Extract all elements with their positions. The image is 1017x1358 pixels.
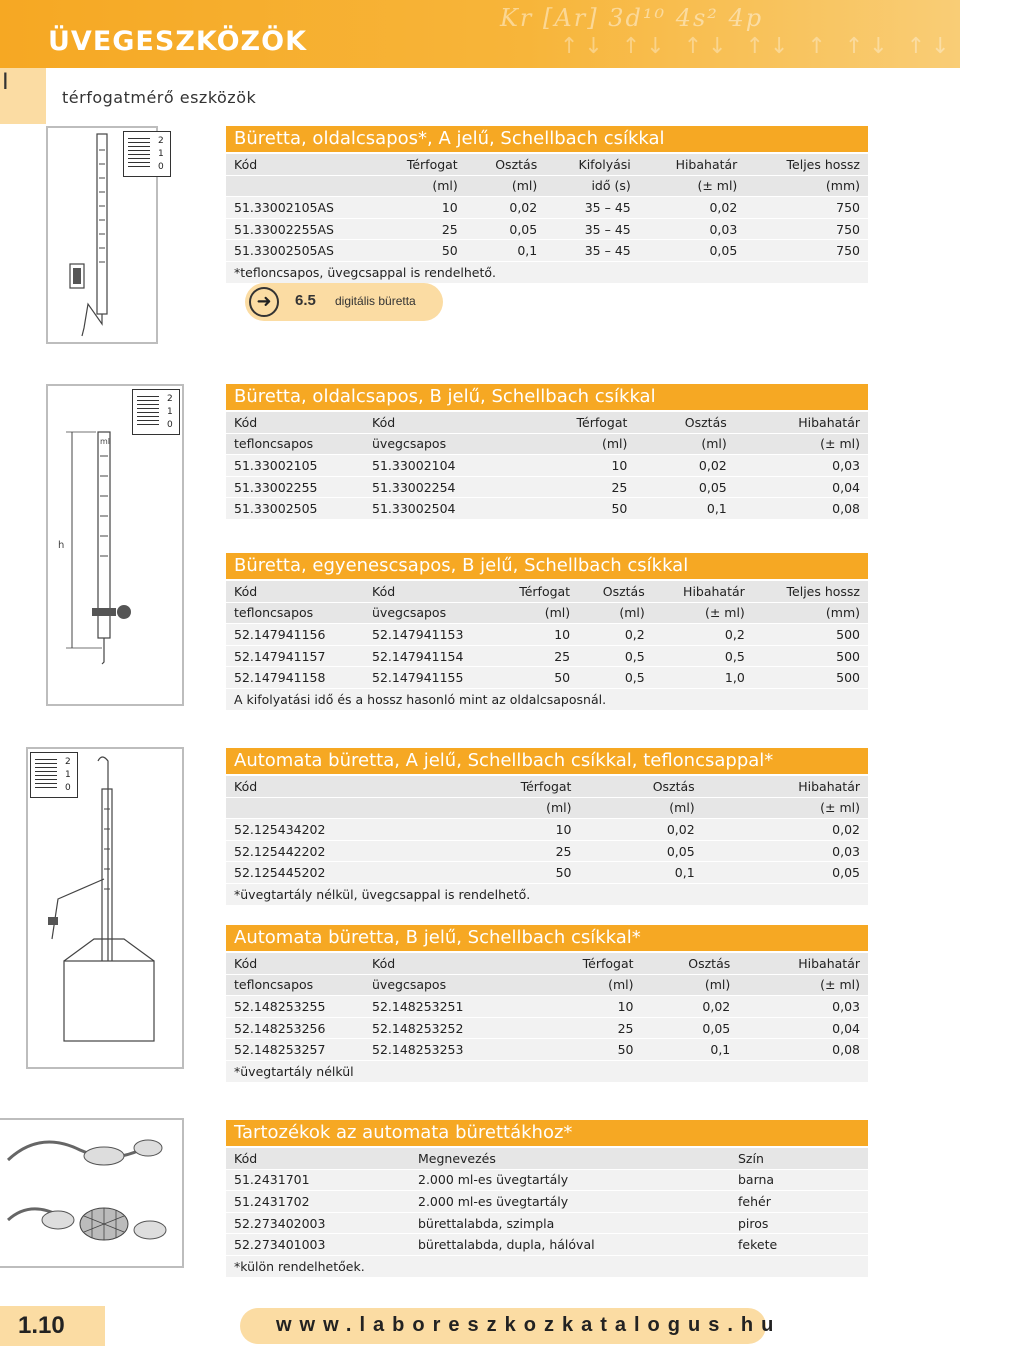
cross-reference-link[interactable] (245, 283, 443, 321)
website-url: www.laboreszkozkatalogus.hu (276, 1314, 782, 1336)
scale-icon-automatic: 2 1 0 (30, 752, 78, 798)
table-accessories (226, 1147, 868, 1277)
header-decoration-orbitals: ↑↓ ↑↓ ↑↓ ↑↓ ↑ ↑↓ ↑↓ ↑↓ (560, 34, 1017, 59)
table-note-row (226, 1255, 868, 1276)
table-row: 51.33002255AS 25 0,05 35 – 45 0,03 750 (226, 218, 868, 240)
table-header-row: tefloncsapos üvegcsapos (ml) (ml) (± ml) (226, 974, 868, 996)
table-row: 51.33002505 51.33002504 50 0,1 0,08 (226, 498, 868, 519)
scale-icon-class-a: 2 1 0 (123, 131, 171, 177)
product-image-burette-bulbs (0, 1118, 184, 1268)
table-header-row: tefloncsapos üvegcsapos (ml) (ml) (± ml) (226, 433, 868, 455)
reference-label: digitális büretta (335, 294, 416, 308)
height-label: h (58, 540, 65, 551)
table-row: 52.148253256 52.148253252 25 0,05 0,04 (226, 1017, 868, 1039)
table-note: *tefloncsapos, üvegcsappal is rendelhető. (226, 261, 868, 282)
header-decoration-formula: Kr [Ar] 3d¹⁰ 4s² 4p (500, 4, 764, 32)
section-title-automatic-a: Automata büretta, A jelű, Schellbach csíkkal, tefloncsappal* (226, 748, 868, 774)
reference-number: 6.5 (295, 292, 316, 309)
table-row: 51.2431702 2.000 ml-es üvegtartály fehér (226, 1191, 868, 1213)
website-link[interactable] (240, 1308, 782, 1344)
table-header-row: Kód Kód Térfogat Osztás Hibahatár (226, 412, 868, 434)
table-header-row: tefloncsapos üvegcsapos (ml) (ml) (± ml) (mm) (226, 602, 868, 624)
table-burette-straight-b (226, 580, 868, 710)
table-header-row: Kód Megnevezés Szín (226, 1148, 868, 1170)
table-header-row: (ml) (ml) idő (s) (± ml) (mm) (226, 175, 868, 197)
page-number: 1.10 (18, 1312, 65, 1339)
table-row: 52.148253255 52.148253251 10 0,02 0,03 (226, 996, 868, 1018)
table-note-row (226, 883, 868, 904)
table-row: 52.125442202 25 0,05 0,03 (226, 840, 868, 862)
page-number-box (0, 1306, 105, 1346)
table-row: 51.33002505AS 50 0,1 35 – 45 0,05 750 (226, 240, 868, 262)
table-header-row: Kód Térfogat Osztás Kifolyási Hibahatár Teljes hossz (226, 154, 868, 176)
section-title-burette-straight-b: Büretta, egyenescsapos, B jelű, Schellbach csíkkal (226, 553, 868, 579)
page-subtitle: térfogatmérő eszközök (62, 88, 257, 107)
table-row: 51.33002105AS 10 0,02 35 – 45 0,02 750 (226, 197, 868, 219)
table-header-row: Kód Térfogat Osztás Hibahatár (226, 776, 868, 798)
table-row: 52.273401003 bürettalabda, dupla, hálóval fekete (226, 1234, 868, 1256)
table-burette-side-b (226, 411, 868, 519)
table-row: 52.273402003 bürettalabda, szimpla piros (226, 1212, 868, 1234)
table-row: 51.33002105 51.33002104 10 0,02 0,03 (226, 455, 868, 477)
section-title-burette-side-a: Büretta, oldalcsapos*, A jelű, Schellbach csíkkal (226, 126, 868, 152)
table-row: 52.125445202 50 0,1 0,05 (226, 862, 868, 884)
table-row: 52.147941156 52.147941153 10 0,2 0,2 500 (226, 624, 868, 646)
table-header-row: Kód Kód Térfogat Osztás Hibahatár Teljes hossz (226, 581, 868, 603)
section-title-burette-side-b: Büretta, oldalcsapos, B jelű, Schellbach csíkkal (226, 384, 868, 410)
section-title-automatic-b: Automata büretta, B jelű, Schellbach csíkkal* (226, 925, 868, 951)
table-note-row (226, 688, 868, 709)
table-header-row: (ml) (ml) (± ml) (226, 797, 868, 819)
table-row: 52.147941158 52.147941155 50 0,5 1,0 500 (226, 667, 868, 689)
table-note: A kifolyatási idő és a hossz hasonló mint az oldalcsaposnál. (226, 688, 868, 709)
table-note: *üvegtartály nélkül, üvegcsappal is rendelhető. (226, 883, 868, 904)
section-title-accessories: Tartozékok az automata bürettákhoz* (226, 1120, 868, 1146)
table-note: *külön rendelhetőek. (226, 1255, 868, 1276)
burette-bulbs-drawing (0, 1120, 180, 1266)
ml-label: ml (100, 437, 111, 446)
table-note-row (226, 1060, 868, 1081)
table-row: 52.148253257 52.148253253 50 0,1 0,08 (226, 1039, 868, 1061)
table-burette-side-a (226, 153, 868, 283)
table-automatic-a (226, 775, 868, 905)
chapter-letter: I (0, 68, 46, 124)
scale-icon-class-b: 2 1 0 (132, 389, 180, 435)
table-header-row: Kód Kód Térfogat Osztás Hibahatár (226, 953, 868, 975)
table-note-row (226, 261, 868, 282)
table-row: 51.2431701 2.000 ml-es üvegtartály barna (226, 1169, 868, 1191)
table-automatic-b (226, 952, 868, 1082)
table-row: 51.33002255 51.33002254 25 0,05 0,04 (226, 476, 868, 498)
table-row: 52.147941157 52.147941154 25 0,5 0,5 500 (226, 645, 868, 667)
table-note: *üvegtartály nélkül (226, 1060, 868, 1081)
table-row: 52.125434202 10 0,02 0,02 (226, 819, 868, 841)
page-title: ÜVEGESZKÖZÖK (48, 26, 308, 57)
arrow-right-icon: ➜ (249, 287, 279, 317)
